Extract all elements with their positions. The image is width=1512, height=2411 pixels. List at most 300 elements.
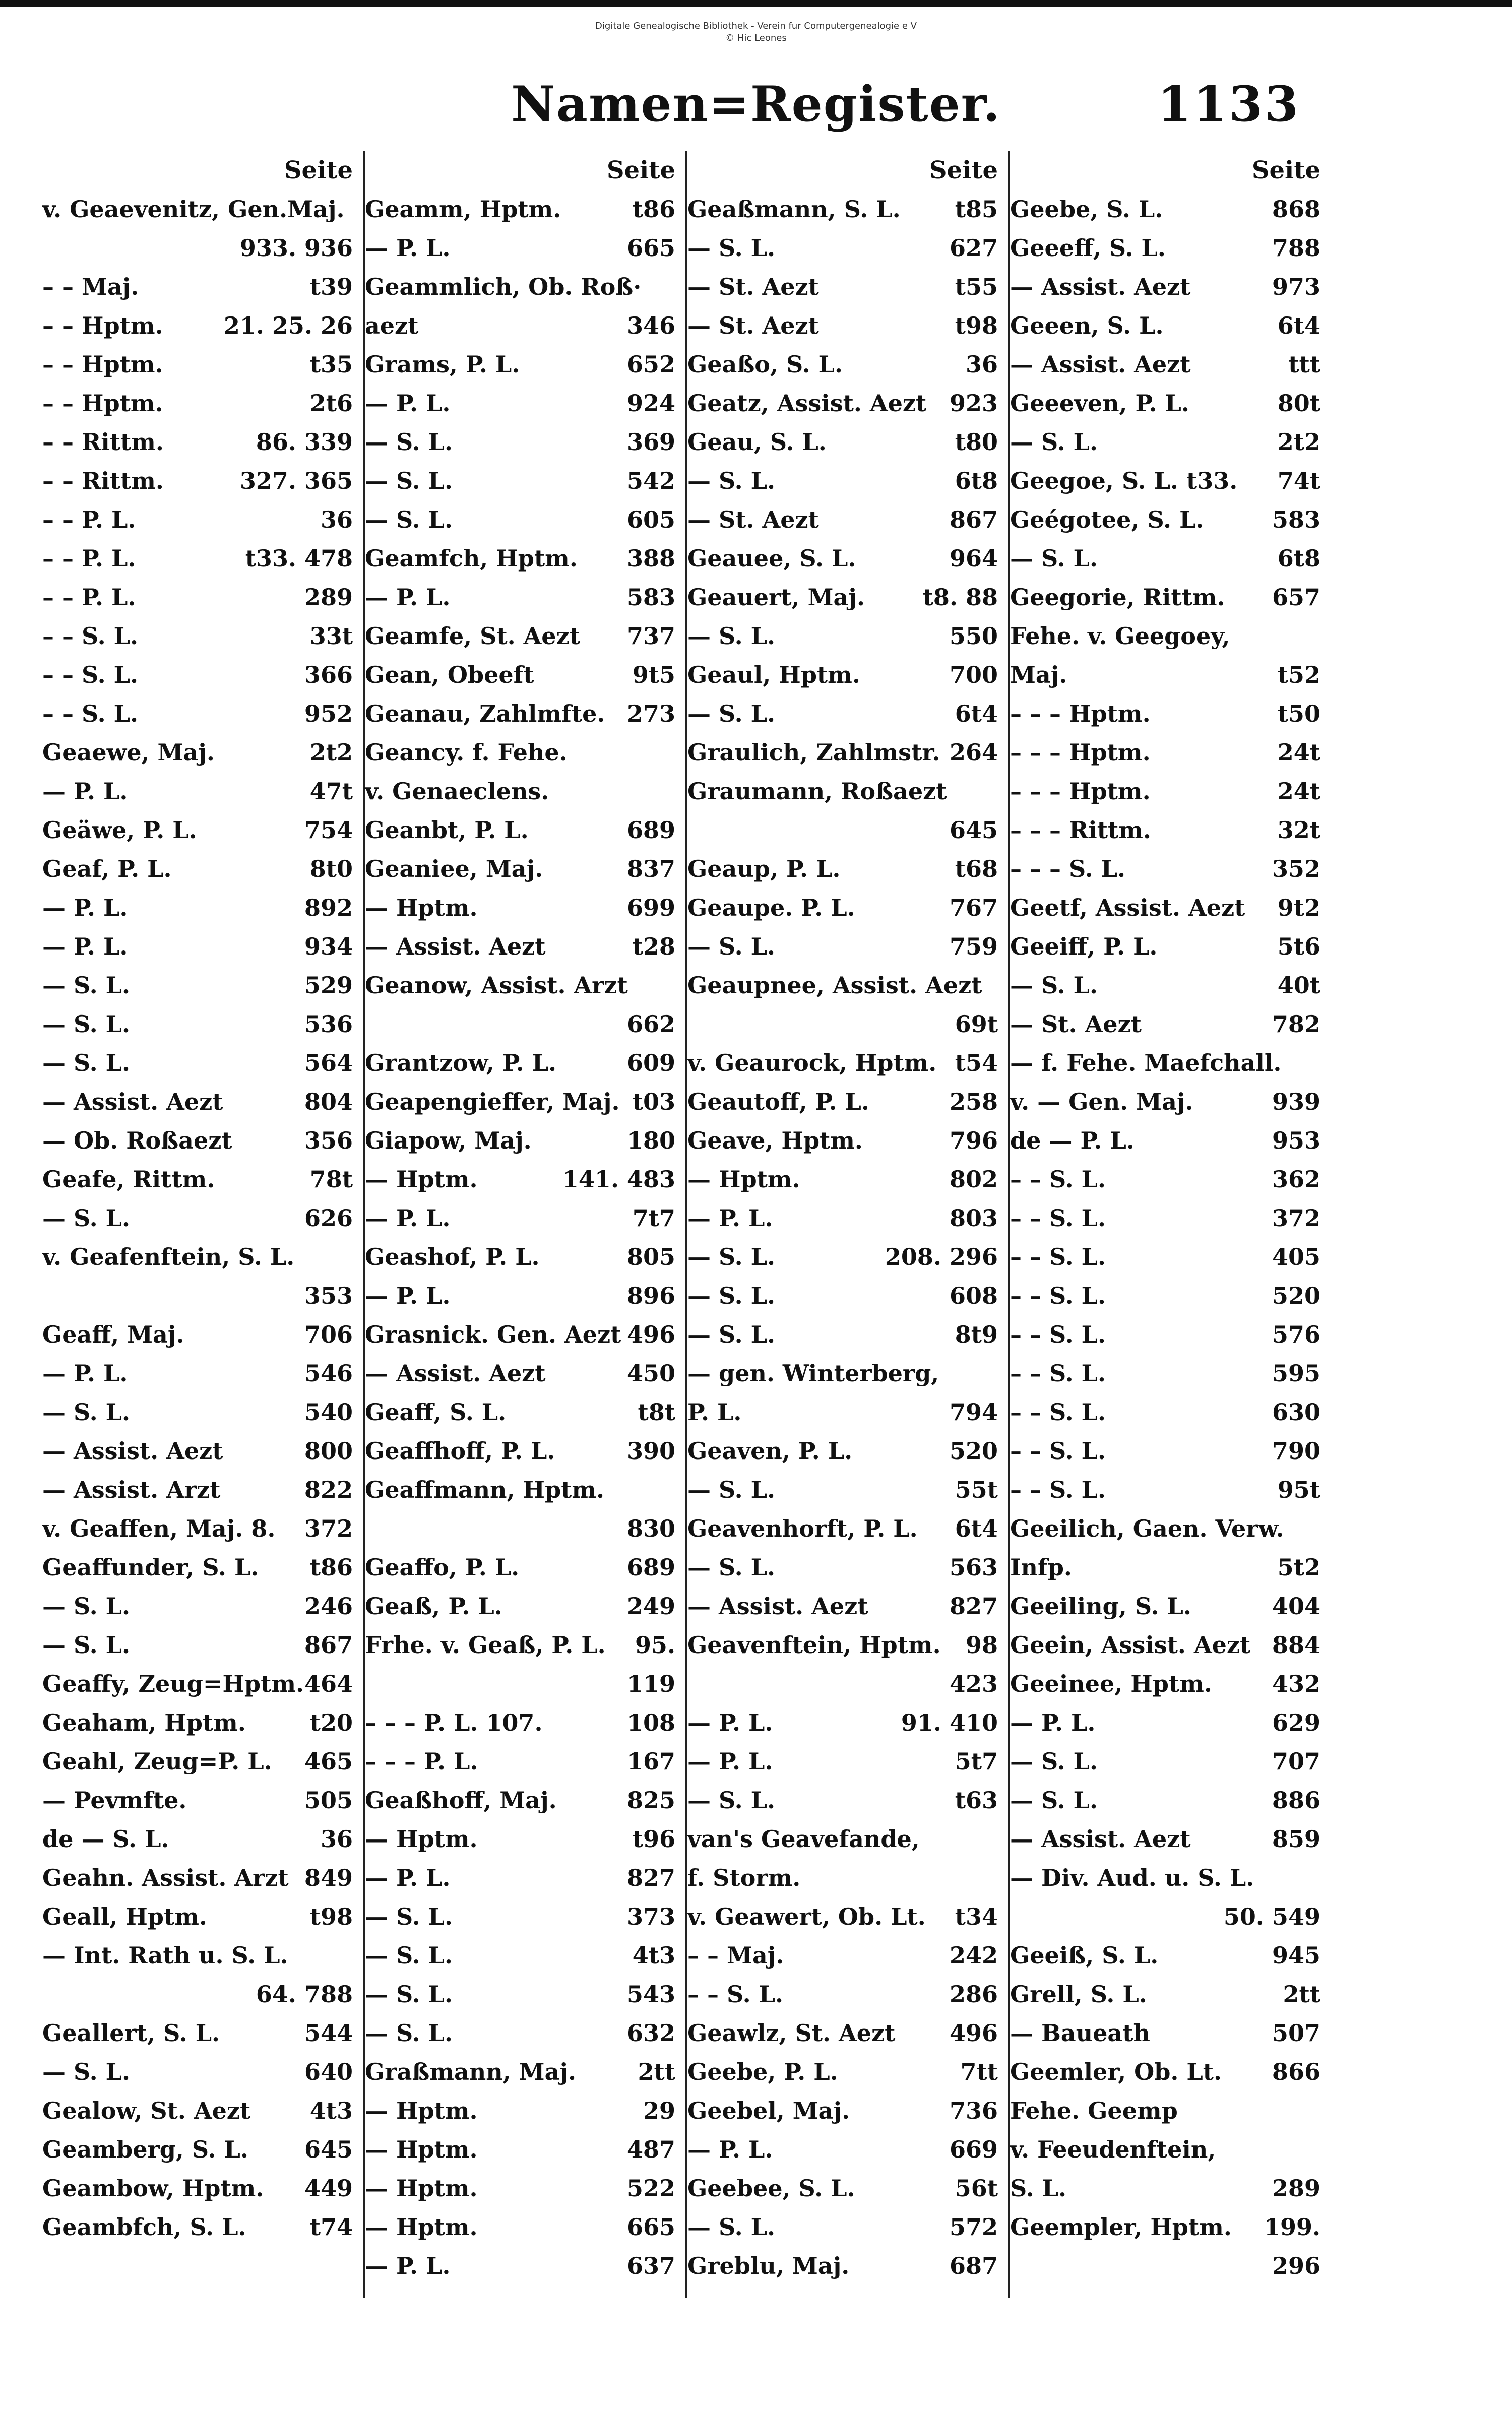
entry-page-number: 64. 788 (256, 1981, 353, 2008)
entry-page-number: ttt (1288, 351, 1320, 378)
register-entry (685, 1587, 1008, 1626)
register-entry (363, 811, 685, 850)
register-entry (685, 617, 1008, 656)
credit-text-2: © Hic Leones (725, 33, 787, 43)
entry-page-number: 837 (626, 855, 675, 882)
entry-page-number: 540 (304, 1399, 353, 1426)
entry-page-number: 759 (949, 933, 998, 960)
entry-page-number: t8. 88 (922, 584, 998, 611)
entry-name: de — S. L. (42, 1825, 169, 1853)
entry-name: – – P. L. (42, 584, 136, 611)
register-entry (1008, 423, 1331, 462)
entry-name: Geave, Hptm. (687, 1127, 863, 1154)
entry-page-number: 388 (626, 545, 675, 572)
register-entry (685, 578, 1008, 617)
entry-page-number: 496 (626, 1321, 675, 1348)
entry-page-number: t52 (1277, 661, 1320, 688)
register-entry (685, 733, 1008, 772)
register-entry (685, 1083, 1008, 1121)
register-entry (40, 694, 363, 733)
entry-page-number: 4t3 (309, 2097, 353, 2124)
entry-name: Geegoe, S. L. t33. (1010, 467, 1238, 494)
entry-name: — S. L. (1010, 1748, 1098, 1775)
register-entry (1008, 1975, 1331, 2014)
entry-page-number: 505 (304, 1787, 353, 1814)
entry-page-number: 33t (309, 622, 353, 650)
entry-page-number: 50. 549 (1223, 1903, 1320, 1930)
page-title: Namen=Register. (511, 76, 1001, 133)
entry-page-number: 2t2 (1277, 428, 1320, 456)
entry-name: — S. L. (42, 972, 130, 999)
entry-name: – – P. L. (42, 506, 136, 533)
register-entry (363, 927, 685, 966)
entry-page-number: t98 (955, 312, 998, 339)
entry-page-number: t98 (309, 1903, 353, 1930)
register-entry (685, 1509, 1008, 1548)
entry-name: – – – Hptm. (1010, 778, 1151, 805)
register-entry (685, 1354, 1008, 1393)
register-entry (40, 1315, 363, 1354)
entry-page-number: 825 (626, 1787, 675, 1814)
register-entry (363, 2091, 685, 2130)
entry-page-number: 346 (626, 312, 675, 339)
register-entry (40, 384, 363, 423)
entry-name: — Assist. Aezt (42, 1088, 223, 1115)
entry-name: — P. L. (687, 1748, 773, 1775)
entry-page-number: 689 (626, 1554, 675, 1581)
register-entry (363, 1277, 685, 1315)
page-number: 1133 (1157, 76, 1300, 133)
entry-name: Geahn. Assist. Arzt (42, 1864, 289, 1891)
entry-name: v. Geaurock, Hptm. (687, 1049, 937, 1076)
entry-name: – – S. L. (1010, 1204, 1106, 1232)
register-entry (1008, 1005, 1331, 1044)
entry-page-number: 629 (1272, 1709, 1320, 1736)
entry-name: — S. L. (687, 234, 775, 262)
register-entry (685, 2053, 1008, 2091)
entry-page-number: 804 (304, 1088, 353, 1115)
entry-name: Geaßo, S. L. (687, 351, 843, 378)
register-entry (685, 1897, 1008, 1936)
register-entry (40, 1975, 363, 2014)
entry-name: – – – Rittm. (1010, 816, 1151, 844)
register-entry (363, 694, 685, 733)
entry-name: – – S. L. (1010, 1282, 1106, 1309)
entry-name: — S. L. (687, 2213, 775, 2241)
entry-page-number: 353 (304, 1282, 353, 1309)
entry-name: Geancy. f. Fehe. (365, 739, 568, 766)
entry-name: — S. L. (42, 1593, 130, 1620)
entry-page-number: 86. 339 (256, 428, 353, 456)
entry-page-number: 964 (949, 545, 998, 572)
register-entry (1008, 1393, 1331, 1432)
entry-name: — Assist. Aezt (1010, 1825, 1191, 1853)
entry-name: Geemler, Ob. Lt. (1010, 2058, 1222, 2085)
register-entry (40, 1432, 363, 1471)
entry-page-number: 827 (949, 1593, 998, 1620)
register-entry (363, 1354, 685, 1393)
entry-page-number: 199. (1264, 2213, 1320, 2241)
register-entry (1008, 2091, 1331, 2130)
entry-name: Grell, S. L. (1010, 1981, 1147, 2008)
register-entry (363, 2130, 685, 2169)
entry-page-number: 803 (949, 1204, 998, 1232)
entry-name: — S. L. (42, 1399, 130, 1426)
credit-line (0, 20, 1512, 44)
entry-name: — Hptm. (365, 2097, 478, 2124)
entry-name: Geaupnee, Assist. Aezt (687, 972, 982, 999)
register-column-3 (685, 151, 1008, 2298)
register-entry (40, 1238, 363, 1277)
register-entry (1008, 1509, 1331, 1548)
entry-name: — S. L. (687, 1554, 775, 1581)
register-entry (1008, 811, 1331, 850)
entry-name: Geégotee, S. L. (1010, 506, 1204, 533)
entry-page-number: 24t (1277, 739, 1320, 766)
register-entry (1008, 1587, 1331, 1626)
register-entry (40, 1083, 363, 1121)
entry-page-number: 6t8 (955, 467, 998, 494)
entry-page-number: t96 (632, 1825, 675, 1853)
entry-page-number: 95. (635, 1631, 675, 1659)
register-entry (685, 927, 1008, 966)
entry-page-number: 289 (304, 584, 353, 611)
register-entry (40, 423, 363, 462)
entry-name: Fehe. Geemp (1010, 2097, 1178, 2124)
entry-name: Geäwe, P. L. (42, 816, 197, 844)
entry-page-number: 119 (626, 1670, 675, 1697)
register-entry (685, 229, 1008, 268)
entry-name: – – S. L. (1010, 1437, 1106, 1465)
entry-name: Geamm, Hptm. (365, 196, 561, 223)
entry-page-number: 830 (626, 1515, 675, 1542)
entry-name: — Hptm. (365, 1825, 478, 1853)
register-entry (40, 229, 363, 268)
register-entry (40, 1005, 363, 1044)
register-entry (1008, 772, 1331, 811)
entry-page-number: 665 (626, 234, 675, 262)
register-entry (363, 1936, 685, 1975)
entry-page-number: 657 (1272, 584, 1320, 611)
register-entry (1008, 1277, 1331, 1315)
entry-name: — S. L. (42, 2058, 130, 2085)
entry-name: — Hptm. (365, 1166, 478, 1193)
entry-name: v. Geawert, Ob. Lt. (687, 1903, 926, 1930)
entry-name: Geaffmann, Hptm. (365, 1476, 605, 1503)
entry-name: Geebee, S. L. (687, 2175, 855, 2202)
entry-name: — P. L. (365, 584, 451, 611)
entry-page-number: 640 (304, 2058, 353, 2085)
register-entry (685, 1199, 1008, 1238)
register-entry (40, 578, 363, 617)
register-entry (685, 1820, 1008, 1859)
register-entry (685, 966, 1008, 1005)
register-entry (685, 811, 1008, 850)
entry-page-number: 6t8 (1277, 545, 1320, 572)
entry-name: aezt (365, 312, 419, 339)
register-entry (685, 2169, 1008, 2208)
entry-page-number: 939 (1272, 1088, 1320, 1115)
register-entry (1008, 268, 1331, 306)
entry-name: – – Rittm. (42, 428, 164, 456)
register-entry (40, 1548, 363, 1587)
register-entry (40, 2208, 363, 2247)
register-entry (363, 1859, 685, 1897)
entry-page-number: 464 (304, 1670, 353, 1697)
register-entry (685, 1277, 1008, 1315)
entry-name: — S. L. (42, 1631, 130, 1659)
entry-page-number: 868 (1272, 196, 1320, 223)
entry-name: Geapengieffer, Maj. (365, 1088, 620, 1115)
entry-name: — Assist. Arzt (42, 1476, 221, 1503)
register-entry (363, 423, 685, 462)
entry-page-number: 286 (949, 1981, 998, 2008)
register-entry (685, 1626, 1008, 1665)
register-entry (1008, 1703, 1331, 1742)
register-entry (363, 1238, 685, 1277)
entry-page-number: t03 (632, 1088, 675, 1115)
entry-name: — Assist. Aezt (42, 1437, 223, 1465)
register-entry (685, 1315, 1008, 1354)
register-entry (1008, 1781, 1331, 1820)
entry-page-number: 867 (949, 506, 998, 533)
register-entry (363, 345, 685, 384)
register-entry (40, 927, 363, 966)
entry-name: Geall, Hptm. (42, 1903, 207, 1930)
register-entry (363, 190, 685, 229)
register-entry (685, 1665, 1008, 1703)
entry-name: — P. L. (365, 2252, 451, 2279)
register-entry (363, 578, 685, 617)
register-entry (40, 1509, 363, 1548)
register-entry (1008, 1199, 1331, 1238)
register-entry (40, 2053, 363, 2091)
entry-page-number: 866 (1272, 2058, 1320, 2085)
entry-page-number: 2t6 (309, 390, 353, 417)
entry-name: – – P. L. (42, 545, 136, 572)
entry-name: — S. L. (687, 467, 775, 494)
entry-page-number: t85 (955, 196, 998, 223)
entry-name: – – – Hptm. (1010, 700, 1151, 727)
entry-page-number: 273 (626, 700, 675, 727)
register-entry (685, 190, 1008, 229)
entry-name: – – S. L. (1010, 1243, 1106, 1271)
entry-name: Grantzow, P. L. (365, 1049, 557, 1076)
register-entry (363, 1975, 685, 2014)
entry-name: — S. L. (687, 1321, 775, 1348)
register-entry (40, 1393, 363, 1432)
register-entry (1008, 966, 1331, 1005)
entry-name: de — P. L. (1010, 1127, 1135, 1154)
register-entry (685, 1393, 1008, 1432)
entry-name: Geegorie, Rittm. (1010, 584, 1225, 611)
entry-page-number: t86 (309, 1554, 353, 1581)
entry-name: Geetf, Assist. Aezt (1010, 894, 1245, 921)
register-entry (1008, 462, 1331, 500)
entry-page-number: 5t7 (955, 1748, 998, 1775)
register-entry (1008, 889, 1331, 927)
entry-page-number: 423 (949, 1670, 998, 1697)
entry-page-number: 98 (965, 1631, 998, 1659)
register-entry (685, 1936, 1008, 1975)
entry-page-number: t20 (309, 1709, 353, 1736)
register-entry (1008, 733, 1331, 772)
register-entry (1008, 694, 1331, 733)
entry-page-number: 736 (949, 2097, 998, 2124)
register-entry (40, 1626, 363, 1665)
entry-page-number: t8t (638, 1399, 675, 1426)
register-entry (40, 1044, 363, 1083)
entry-page-number: 884 (1272, 1631, 1320, 1659)
register-column-2 (363, 151, 685, 2298)
entry-name: — P. L. (365, 390, 451, 417)
entry-name: — Div. Aud. u. S. L. (1010, 1864, 1254, 1891)
entry-name: Geamberg, S. L. (42, 2136, 248, 2163)
entry-name: — P. L. (42, 778, 128, 805)
entry-name: — Int. Rath u. S. L. (42, 1942, 288, 1969)
column-heading: Seite (606, 156, 675, 184)
entry-page-number: 859 (1272, 1825, 1320, 1853)
entry-page-number: t28 (632, 933, 675, 960)
register-entry (1008, 578, 1331, 617)
register-entry (685, 2130, 1008, 2169)
entry-name: — S. L. (1010, 545, 1098, 572)
register-entry (363, 2208, 685, 2247)
register-entry (363, 617, 685, 656)
register-entry (40, 966, 363, 1005)
entry-page-number: 737 (626, 622, 675, 650)
register-entry (685, 1005, 1008, 1044)
register-entry (685, 1859, 1008, 1897)
register-entry (1008, 1936, 1331, 1975)
entry-name: Geaffy, Zeug=Hptm. (42, 1670, 304, 1697)
entry-page-number: 790 (1272, 1437, 1320, 1465)
entry-name: Geaul, Hptm. (687, 661, 860, 688)
entry-page-number: 544 (304, 2019, 353, 2047)
entry-page-number: 6t4 (1277, 312, 1320, 339)
register-column-1 (40, 151, 363, 2298)
register-entry (363, 1548, 685, 1587)
register-entry (40, 1121, 363, 1160)
register-entry (1008, 2169, 1331, 2208)
entry-page-number: 487 (626, 2136, 675, 2163)
register-entry (1008, 1121, 1331, 1160)
entry-page-number: 536 (304, 1010, 353, 1038)
entry-name: Geambfch, S. L. (42, 2213, 246, 2241)
entry-page-number: 892 (304, 894, 353, 921)
entry-page-number: 542 (626, 467, 675, 494)
entry-name: – – Rittm. (42, 467, 164, 494)
register-entry (40, 1665, 363, 1703)
register-entry (1008, 1626, 1331, 1665)
register-entry (40, 268, 363, 306)
entry-name: — P. L. (42, 894, 128, 921)
credit-text-1: Digitale Genealogische Bibliothek - Verein fur Computergenealogie e V (595, 21, 917, 31)
register-entry (1008, 306, 1331, 345)
entry-name: — Assist. Aezt (365, 933, 546, 960)
entry-page-number: 645 (949, 816, 998, 844)
entry-name: Frhe. v. Geaß, P. L. (365, 1631, 606, 1659)
entry-page-number: 867 (304, 1631, 353, 1659)
register-column-4 (1008, 151, 1331, 2298)
register-entry (685, 462, 1008, 500)
entry-name: — S. L. (687, 1787, 775, 1814)
entry-page-number: 141. 483 (562, 1166, 675, 1193)
entry-page-number: 632 (626, 2019, 675, 2047)
register-entry (40, 1199, 363, 1238)
entry-name: — Assist. Aezt (1010, 351, 1191, 378)
entry-name: – – Hptm. (42, 351, 163, 378)
entry-name: v. — Gen. Maj. (1010, 1088, 1193, 1115)
entry-name: – – S. L. (1010, 1360, 1106, 1387)
entry-page-number: t35 (309, 351, 353, 378)
entry-page-number: 352 (1272, 855, 1320, 882)
entry-name: — f. Fehe. Maefchall. (1010, 1049, 1282, 1076)
register-entry (685, 306, 1008, 345)
register-entry (363, 1626, 685, 1665)
entry-name: – – S. L. (42, 700, 138, 727)
register-entry (40, 889, 363, 927)
register-entry (1008, 1044, 1331, 1083)
register-entry (40, 1703, 363, 1742)
entry-name: Infp. (1010, 1554, 1072, 1581)
register-entry (685, 1703, 1008, 1742)
register-entry (685, 500, 1008, 539)
register-entry (40, 772, 363, 811)
entry-name: Geamfch, Hptm. (365, 545, 578, 572)
entry-name: — S. L. (687, 1243, 775, 1271)
entry-page-number: 362 (1272, 1166, 1320, 1193)
entry-name: Geanow, Assist. Arzt (365, 972, 628, 999)
register-entry (363, 1432, 685, 1471)
register-entry (1008, 1665, 1331, 1703)
register-entry (363, 268, 685, 306)
register-entry (1008, 229, 1331, 268)
register-entry (1008, 539, 1331, 578)
top-scan-bar (0, 0, 1512, 7)
entry-name: — P. L. (365, 234, 451, 262)
entry-name: – – – P. L. 107. (365, 1709, 543, 1736)
register-entry (1008, 345, 1331, 384)
entry-name: Geaff, Maj. (42, 1321, 184, 1348)
entry-page-number: 550 (949, 622, 998, 650)
entry-name: — P. L. (365, 1282, 451, 1309)
entry-page-number: 246 (304, 1593, 353, 1620)
entry-page-number: 56t (955, 2175, 998, 2202)
register-entry (363, 1509, 685, 1548)
entry-name: Geaewe, Maj. (42, 739, 215, 766)
entry-page-number: 24t (1277, 778, 1320, 805)
entry-page-number: 2tt (638, 2058, 675, 2085)
register-entry (1008, 1820, 1331, 1859)
entry-name: Grams, P. L. (365, 351, 520, 378)
entry-page-number: 8t9 (955, 1321, 998, 1348)
register-entry (363, 1742, 685, 1781)
register-entry (685, 1432, 1008, 1471)
entry-name: — S. L. (1010, 972, 1098, 999)
register-entry (363, 384, 685, 423)
entry-name: v. Geafenftein, S. L. (42, 1243, 295, 1271)
register-entry (363, 1820, 685, 1859)
entry-page-number: t68 (955, 855, 998, 882)
entry-page-number: 405 (1272, 1243, 1320, 1271)
entry-page-number: 645 (304, 2136, 353, 2163)
entry-page-number: 404 (1272, 1593, 1320, 1620)
entry-name: – – S. L. (1010, 1166, 1106, 1193)
register-entry (1008, 190, 1331, 229)
entry-page-number: 36 (320, 506, 353, 533)
entry-page-number: t80 (955, 428, 998, 456)
